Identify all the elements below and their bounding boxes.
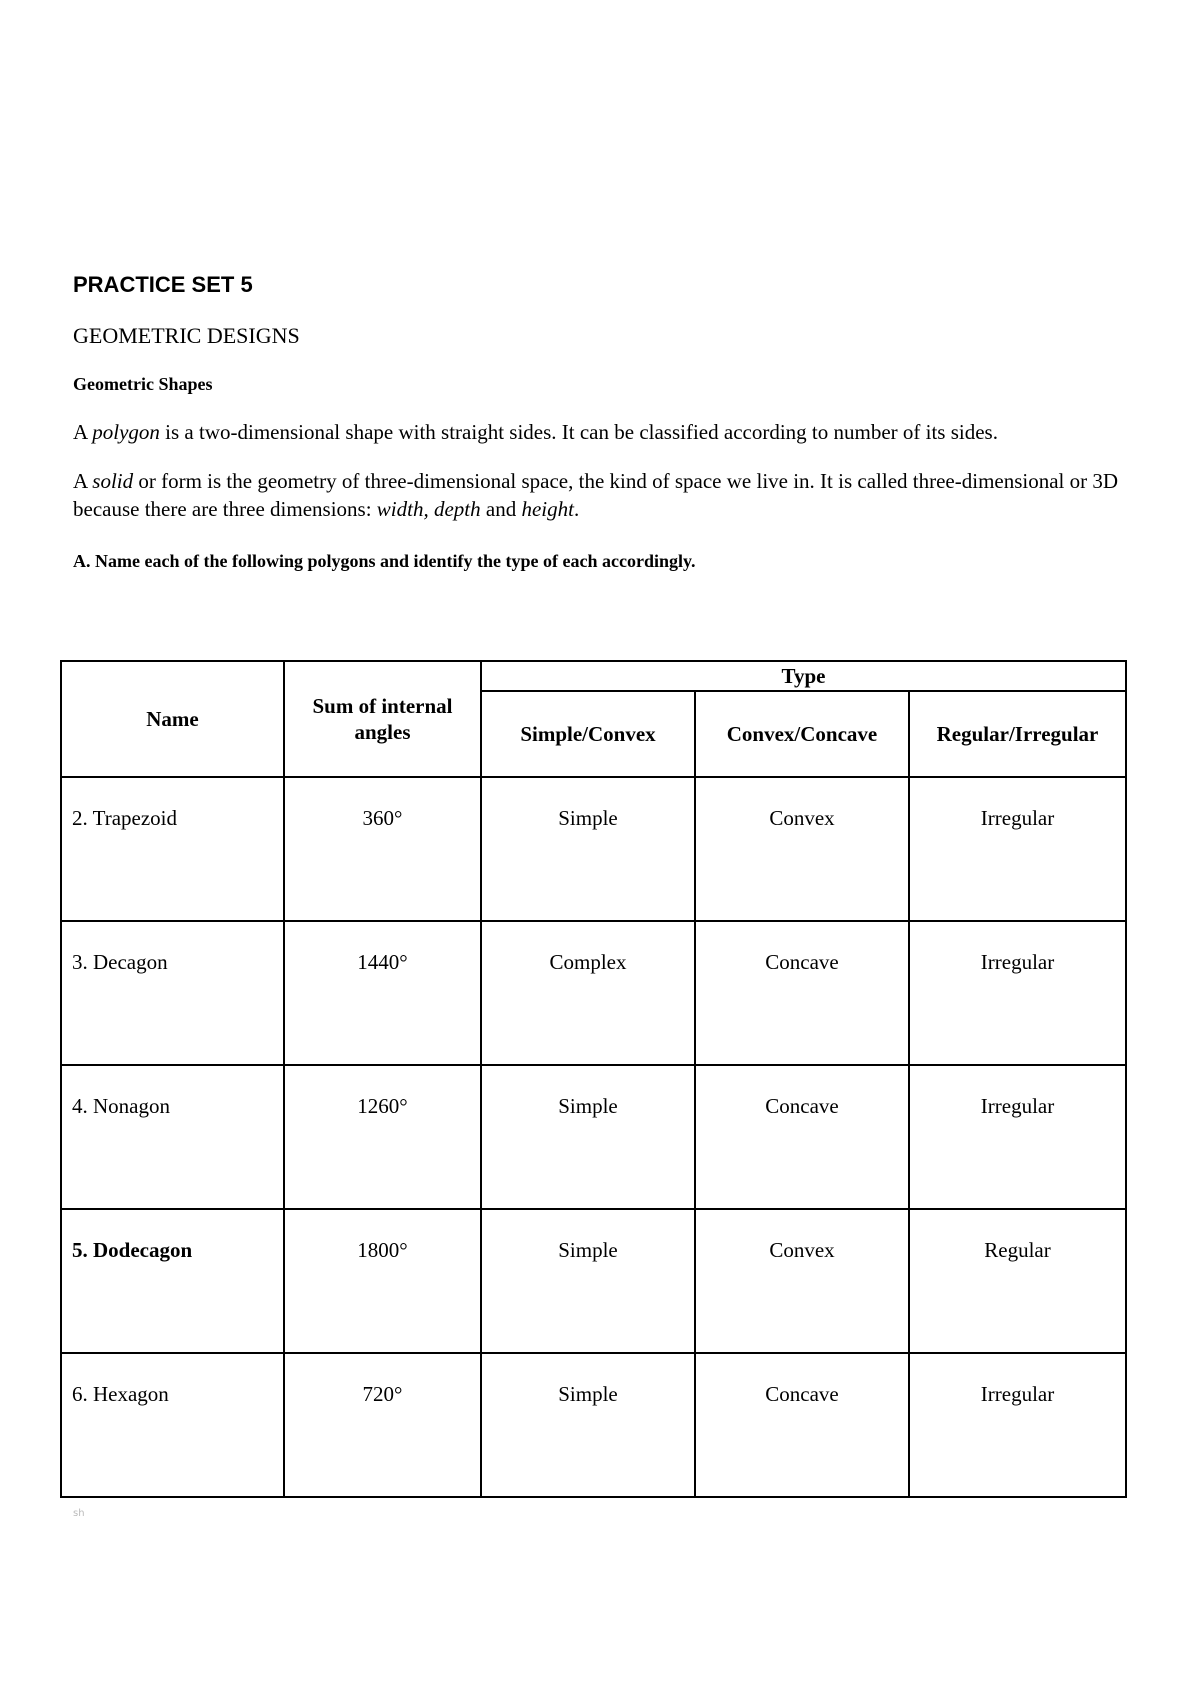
para-text: or form is the geometry of three-dimensional space, the kind of space we live in. It is called three-dimensional or 3D because there are three dimensions: bbox=[73, 469, 1119, 521]
cell-regularity: Irregular bbox=[909, 777, 1126, 921]
para-text: A bbox=[73, 420, 93, 444]
cell-simple: Simple bbox=[481, 1065, 695, 1209]
table-row bbox=[61, 1353, 1126, 1497]
cell-convexity: Concave bbox=[695, 1065, 909, 1209]
cell-sum: 1260° bbox=[284, 1065, 481, 1209]
cell-convexity: Convex bbox=[695, 1209, 909, 1353]
cell-simple: Simple bbox=[481, 1353, 695, 1497]
header-type: Type bbox=[481, 661, 1126, 691]
header-name: Name bbox=[61, 661, 284, 777]
cell-simple: Simple bbox=[481, 777, 695, 921]
cell-regularity: Irregular bbox=[909, 1353, 1126, 1497]
cell-simple: Simple bbox=[481, 1209, 695, 1353]
cell-regularity: Irregular bbox=[909, 1065, 1126, 1209]
header-convex-concave: Convex/Concave bbox=[695, 691, 909, 777]
term-dimensions: width, depth bbox=[376, 497, 481, 521]
term-polygon: polygon bbox=[92, 420, 160, 444]
term-height: height bbox=[521, 497, 574, 521]
cell-simple: Complex bbox=[481, 921, 695, 1065]
table-row bbox=[61, 1065, 1126, 1209]
cell-name: 4. Nonagon bbox=[61, 1065, 284, 1209]
polygon-table bbox=[60, 660, 1127, 1498]
header-regular-irregular: Regular/Irregular bbox=[909, 691, 1126, 777]
cell-name: 6. Hexagon bbox=[61, 1353, 284, 1497]
cell-regularity: Regular bbox=[909, 1209, 1126, 1353]
cell-convexity: Convex bbox=[695, 777, 909, 921]
para-text: and bbox=[480, 497, 522, 521]
cell-sum: 720° bbox=[284, 1353, 481, 1497]
polygon-definition bbox=[73, 418, 1133, 446]
cell-name: 3. Decagon bbox=[61, 921, 284, 1065]
cell-convexity: Concave bbox=[695, 1353, 909, 1497]
document-body bbox=[73, 268, 1133, 574]
term-solid: solid bbox=[92, 469, 134, 493]
table-row bbox=[61, 1209, 1126, 1353]
header-simple-convex: Simple/Convex bbox=[481, 691, 695, 777]
table-row bbox=[61, 777, 1126, 921]
cell-sum: 1800° bbox=[284, 1209, 481, 1353]
solid-definition bbox=[73, 467, 1133, 523]
practice-set-title: PRACTICE SET 5 bbox=[73, 272, 253, 297]
header-sum-angles: Sum of internal angles bbox=[284, 661, 481, 777]
para-text: A bbox=[73, 469, 93, 493]
para-text: . bbox=[573, 497, 580, 521]
cell-sum: 360° bbox=[284, 777, 481, 921]
cell-name: 5. Dodecagon bbox=[61, 1209, 284, 1353]
question-a: A. Name each of the following polygons and identify the type of each accordingly. bbox=[73, 551, 696, 571]
cell-convexity: Concave bbox=[695, 921, 909, 1065]
cell-regularity: Irregular bbox=[909, 921, 1126, 1065]
subheading: Geometric Shapes bbox=[73, 374, 213, 394]
cell-name: 2. Trapezoid bbox=[61, 777, 284, 921]
table-row bbox=[61, 921, 1126, 1065]
cell-sum: 1440° bbox=[284, 921, 481, 1065]
footer-mark: sh bbox=[73, 1508, 85, 1519]
main-title: GEOMETRIC DESIGNS bbox=[73, 323, 300, 348]
para-text: is a two-dimensional shape with straight sides. It can be classified according to number of its sides. bbox=[159, 420, 998, 444]
